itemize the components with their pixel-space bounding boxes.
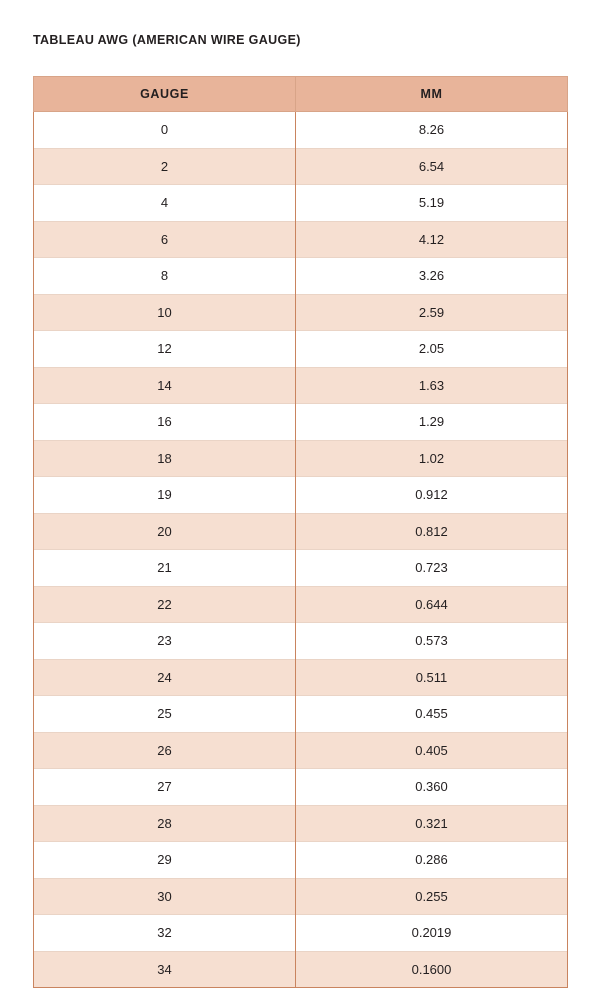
cell-gauge: 26 [34,732,296,769]
table-row [34,878,568,915]
table-row [34,586,568,623]
cell-mm: 1.02 [296,440,568,477]
cell-mm: 2.05 [296,331,568,368]
cell-mm: 2.59 [296,294,568,331]
cell-gauge: 18 [34,440,296,477]
column-header-mm: MM [296,77,568,112]
table-row [34,550,568,587]
cell-mm: 0.912 [296,477,568,514]
table-row [34,367,568,404]
table-row [34,440,568,477]
cell-gauge: 10 [34,294,296,331]
cell-gauge: 16 [34,404,296,441]
cell-mm: 0.1600 [296,951,568,988]
cell-mm: 0.723 [296,550,568,587]
cell-mm: 0.255 [296,878,568,915]
cell-mm: 0.573 [296,623,568,660]
table-header [34,77,568,112]
table-row [34,659,568,696]
table-row [34,148,568,185]
column-header-gauge: GAUGE [34,77,296,112]
cell-gauge: 0 [34,112,296,149]
cell-mm: 0.2019 [296,915,568,952]
cell-gauge: 12 [34,331,296,368]
cell-mm: 0.286 [296,842,568,879]
table-row [34,404,568,441]
table-header-row [34,77,568,112]
table-row [34,623,568,660]
table-row [34,185,568,222]
table-row [34,769,568,806]
cell-mm: 4.12 [296,221,568,258]
awg-table-container [33,76,567,988]
table-row [34,805,568,842]
cell-mm: 8.26 [296,112,568,149]
table-row [34,513,568,550]
cell-gauge: 30 [34,878,296,915]
cell-gauge: 21 [34,550,296,587]
table-body [34,112,568,988]
table-row [34,732,568,769]
cell-gauge: 20 [34,513,296,550]
table-row [34,112,568,149]
cell-gauge: 29 [34,842,296,879]
cell-gauge: 22 [34,586,296,623]
cell-gauge: 14 [34,367,296,404]
cell-gauge: 6 [34,221,296,258]
cell-mm: 0.321 [296,805,568,842]
table-row [34,951,568,988]
table-row [34,258,568,295]
table-row [34,842,568,879]
cell-gauge: 4 [34,185,296,222]
table-row [34,477,568,514]
cell-gauge: 19 [34,477,296,514]
table-row [34,221,568,258]
page-title: TABLEAU AWG (AMERICAN WIRE GAUGE) [33,33,301,47]
cell-gauge: 24 [34,659,296,696]
table-row [34,915,568,952]
cell-mm: 0.455 [296,696,568,733]
cell-gauge: 32 [34,915,296,952]
cell-mm: 0.644 [296,586,568,623]
cell-mm: 1.29 [296,404,568,441]
table-row [34,331,568,368]
cell-gauge: 23 [34,623,296,660]
cell-mm: 1.63 [296,367,568,404]
cell-mm: 0.511 [296,659,568,696]
cell-gauge: 27 [34,769,296,806]
cell-mm: 6.54 [296,148,568,185]
cell-mm: 3.26 [296,258,568,295]
cell-gauge: 34 [34,951,296,988]
cell-gauge: 8 [34,258,296,295]
cell-mm: 5.19 [296,185,568,222]
cell-gauge: 25 [34,696,296,733]
cell-mm: 0.360 [296,769,568,806]
cell-mm: 0.405 [296,732,568,769]
cell-gauge: 28 [34,805,296,842]
cell-mm: 0.812 [296,513,568,550]
table-row [34,294,568,331]
awg-table [33,76,568,988]
cell-gauge: 2 [34,148,296,185]
table-row [34,696,568,733]
